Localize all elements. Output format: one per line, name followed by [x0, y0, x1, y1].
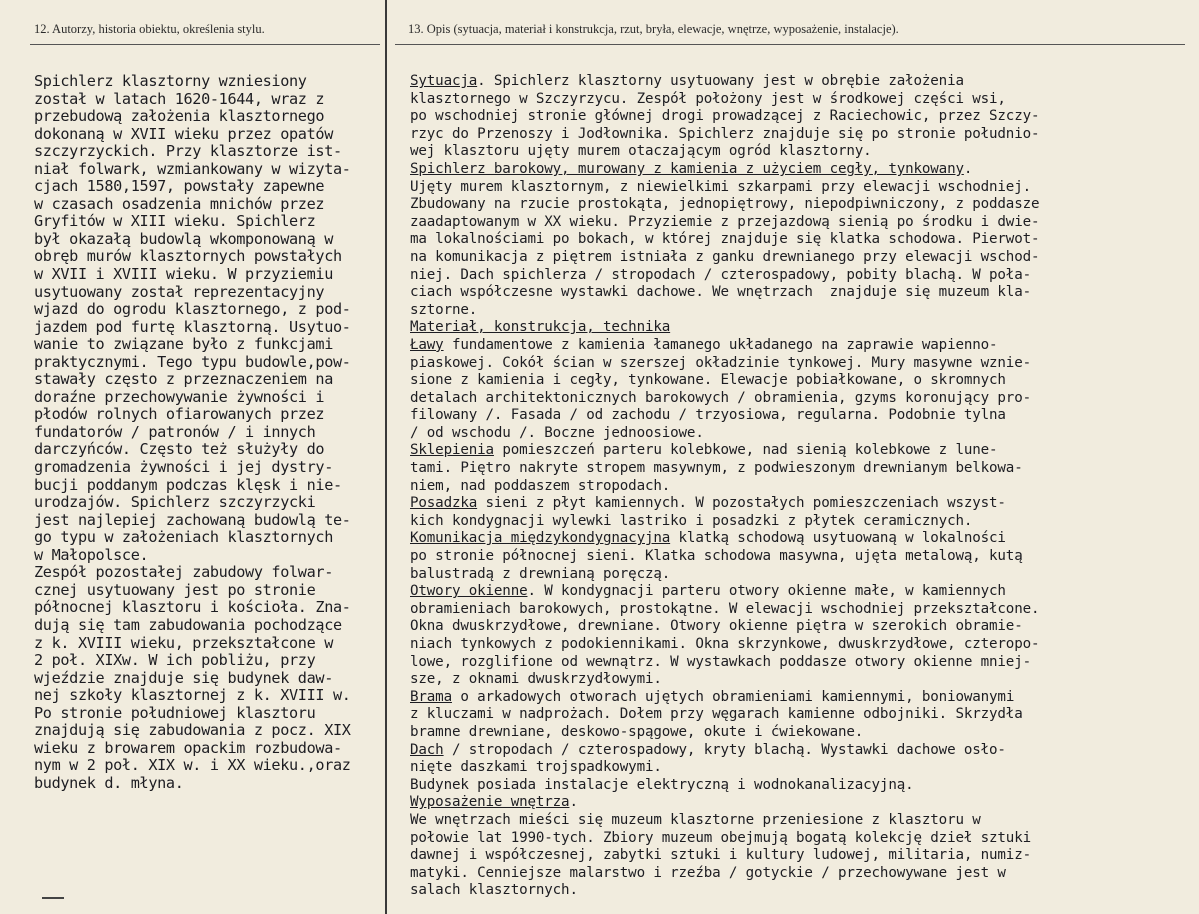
line-text: . — [569, 794, 578, 811]
text-line: w Małopolsce. — [34, 545, 149, 564]
section-subheading: Sytuacja — [410, 73, 478, 89]
line-text: filowany /. Fasada / od zachodu / trzyosiowa, regularna. Podobnie tylna — [410, 407, 1006, 424]
text-line: północnej klasztoru i kościoła. Zna- — [34, 598, 351, 617]
line-text: zaadaptowanym w XX wieku. Przyziemie z przejazdową sienią po środku i dwie- — [410, 213, 1040, 230]
line-text: niach tynkowych z podokiennikami. Okna skrzynkowe, dwuskrzydłowe, czteropo- — [410, 636, 1040, 652]
text-line — [410, 91, 1039, 109]
text-line: bucji poddanym podczas klęsk i nie- — [34, 475, 342, 494]
text-line: nym w 2 poł. XIX w. i XX wieku.,oraz — [34, 756, 351, 775]
section-subheading: Sklepienia — [410, 442, 494, 459]
text-line: znajdują się zabudowania z pocz. XIX — [34, 721, 351, 740]
text-line: Spichlerz klasztorny wzniesiony — [34, 72, 307, 90]
text-line: przebudową założenia klasztornego — [34, 107, 325, 126]
text-line — [410, 636, 1039, 654]
history-text-column — [34, 73, 351, 792]
text-line: w XVII i XVIII wieku. W przyziemiu — [34, 265, 333, 284]
text-line: jazdem pod furtę klasztorną. Usytuo- — [34, 317, 351, 336]
text-line: w czasach osadzenia mnichów przez — [34, 194, 325, 213]
column-divider — [385, 0, 387, 914]
text-line — [410, 882, 1039, 900]
line-text: / stropodach / czterospadowy, kryty blachą. Wystawki dachowe osło- — [443, 741, 1006, 758]
text-line — [410, 847, 1039, 865]
text-line — [410, 372, 1039, 390]
section-12-heading: 12. Autorzy, historia obiektu, określenia stylu. — [34, 22, 265, 36]
text-line: cjach 1580,1597, powstały zapewne — [34, 177, 325, 196]
footer-dash — [42, 897, 64, 899]
line-text: niem, nad poddaszem stropodach. — [410, 477, 671, 494]
text-line — [410, 161, 1039, 179]
text-line — [410, 671, 1039, 689]
text-line — [410, 742, 1039, 760]
line-text: sieni z płyt kamiennych. W pozostałych pomieszczeniach wszyst- — [477, 495, 1006, 512]
text-line: wjazd do ogrodu klasztornego, z pod- — [34, 300, 351, 319]
line-text: Okna dwuskrzydłowe, drewniane. Otwory okienne piętra w szerokich obramie- — [410, 618, 1023, 635]
line-text: salach klasztornych. — [410, 882, 578, 899]
text-line — [410, 495, 1039, 513]
line-text: klatką schodową usytuowaną w lokalności — [670, 530, 1006, 547]
text-line — [410, 319, 1039, 337]
line-text: rzyc do Przenoszy i Jodłownika. Spichlerz znajduje się po stronie południo- — [410, 125, 1040, 142]
description-text-column — [410, 73, 1039, 900]
text-line — [410, 179, 1039, 197]
text-line: dują się tam zabudowania pochodzące — [34, 615, 342, 634]
text-line: niał folwark, wzmiankowany w wizyta- — [34, 159, 351, 178]
text-line — [410, 583, 1039, 601]
text-line — [410, 812, 1039, 830]
line-text: bramne drewniane, deskowo-spągowe, okute i ćwiekowane. — [410, 723, 864, 740]
line-text: tami. Piętro nakryte stropem masywnym, z podwieszonym drewnianym belkowa- — [410, 460, 1023, 477]
text-line — [410, 706, 1039, 724]
text-line: 2 poł. XIXw. W ich pobliżu, przy — [34, 651, 316, 670]
text-line — [410, 478, 1039, 496]
line-text: / od wschodu /. Boczne jednoosiowe. — [410, 424, 704, 441]
text-line: doraźne przechowywanie żywności i — [34, 387, 325, 406]
line-text: połowie lat 1990-tych. Zbiory muzeum obejmują bogatą kolekcję dzieł sztuki — [410, 829, 1031, 846]
text-line: jest najlepiej zachowaną budowlą te- — [34, 510, 351, 529]
text-line: wieku z browarem opackim rozbudowa- — [34, 738, 342, 757]
text-line — [410, 654, 1039, 672]
text-line: płodów rolnych ofiarowanych przez — [34, 405, 325, 424]
line-text: o arkadowych otworach ujętych obramieniami kamiennymi, boniowanymi — [451, 688, 1015, 705]
line-text: nięte daszkami trojspadkowymi. — [410, 759, 662, 776]
text-line — [410, 618, 1039, 636]
text-line — [410, 566, 1039, 584]
header-rule-right — [395, 44, 1185, 45]
text-line: budynek d. młyna. — [34, 773, 184, 792]
line-text: z kluczami w nadprożach. Dołem przy węgarach kamienne odbojniki. Skrzydła — [410, 706, 1023, 723]
section-13-heading: 13. Opis (sytuacja, materiał i konstrukcja, rzut, bryła, elewacje, wnętrze, wyposażenie, instalacje). — [408, 22, 899, 36]
line-text: We wnętrzach mieści się muzeum klasztorne przeniesione z klasztoru w — [410, 811, 981, 828]
text-line — [410, 689, 1039, 707]
line-text: niej. Dach spichlerza / stropodach / czterospadowy, pobity blachą. W poła- — [410, 266, 1031, 283]
line-text: sze, z oknami dwuskrzydłowymi. — [410, 671, 662, 688]
text-line — [410, 513, 1039, 531]
text-line — [410, 355, 1039, 373]
line-text: po wschodniej stronie głównej drogi prowadzącej z Raciechowic, przez Szczy- — [410, 108, 1040, 125]
line-text: ma lokalnościami po bokach, w której znajduje się klatka schodowa. Pierwot- — [410, 231, 1040, 248]
section-subheading: Posadzka — [410, 495, 478, 512]
section-subheading: Spichlerz barokowy, murowany z kamienia z użyciem cegły, tynkowany — [410, 160, 964, 177]
text-line — [410, 126, 1039, 144]
line-text: Zbudowany na rzucie prostokąta, jednopiętrowy, niepodpiwniczony, z poddasze — [410, 196, 1040, 213]
text-line — [410, 759, 1039, 777]
section-subheading: Komunikacja międzykondygnacyjna — [410, 530, 671, 547]
text-line — [410, 143, 1039, 161]
text-line — [410, 302, 1039, 320]
text-line: cznej usytuowany jest po stronie — [34, 580, 316, 599]
line-text: na komunikacja z piętrem istniała z ganku drewnianego przy elewacji wschod- — [410, 248, 1040, 265]
line-text: matyki. Cenniejsze malarstwo i rzeźba / gotyckie / przechowywane jest w — [410, 864, 1006, 881]
line-text: fundamentowe z kamienia łamanego układanego na zaprawie wapienno- — [443, 336, 998, 353]
text-line — [410, 865, 1039, 883]
text-line: był okazałą budowlą wkomponowaną w — [34, 229, 333, 248]
section-subheading: Ławy — [410, 336, 444, 353]
text-line: Zespół pozostałej zabudowy folwar- — [34, 563, 333, 582]
text-line: praktycznymi. Tego typu budowle,pow- — [34, 352, 351, 371]
line-text: wej klasztoru ujęty murem otaczającym ogród klasztorny. — [410, 143, 872, 160]
text-line — [410, 794, 1039, 812]
text-line: wjeździe znajduje się budynek daw- — [34, 668, 333, 687]
text-line — [410, 390, 1039, 408]
section-subheading: Wyposażenie wnętrza — [410, 794, 570, 811]
text-line: dokonaną w XVII wieku przez opatów — [34, 124, 333, 143]
line-text: ciach współczesne wystawki dachowe. We wnętrzach znajduje się muzeum kla- — [410, 284, 1031, 301]
text-line — [410, 425, 1039, 443]
line-text: balustradą z drewnianą poręczą. — [410, 565, 671, 582]
line-text: pomieszczeń parteru kolebkowe, nad sienią kolebkowe z lune- — [493, 442, 998, 459]
text-line — [410, 73, 1039, 91]
section-subheading: Otwory okienne — [410, 583, 528, 600]
text-line — [410, 196, 1039, 214]
line-text: piaskowej. Cokół ścian w szerszej okładzinie tynkowej. Mury masywne wznie- — [410, 354, 1031, 371]
line-text: klasztornego w Szczyrzycu. Zespół położony jest w środkowej części wsi, — [410, 90, 1006, 107]
text-line — [410, 777, 1039, 795]
line-text: Ujęty murem klasztornym, z niewielkimi szkarpami przy elewacji wschodniej. — [410, 178, 1031, 195]
line-text: sztorne. — [410, 301, 478, 318]
text-line — [410, 407, 1039, 425]
text-line: usytuowany został reprezentacyjny — [34, 282, 325, 301]
text-line — [410, 530, 1039, 548]
text-line — [410, 231, 1039, 249]
text-line — [410, 460, 1039, 478]
line-text: kich kondygnacji wylewki lastriko i posadzki z płytek ceramicznych. — [410, 512, 973, 529]
line-text: dawnej i współczesnej, zabytki sztuki i kultury ludowej, militaria, numiz- — [410, 847, 1031, 864]
text-line: nej szkoły klasztornej z k. XVIII w. — [34, 686, 351, 705]
text-line — [410, 214, 1039, 232]
section-subheading: Materiał, konstrukcja, technika — [410, 319, 671, 336]
header-rule-left — [30, 44, 380, 45]
text-line: stawały często z przeznaczeniem na — [34, 370, 333, 389]
text-line: urodzajów. Spichlerz szczyrzycki — [34, 493, 316, 512]
text-line: obręb murów klasztornych powstałych — [34, 247, 342, 266]
text-line: szczyrzyckich. Przy klasztorze ist- — [34, 142, 342, 161]
line-text: Budynek posiada instalacje elektryczną i wodnokanalizacyjną. — [410, 776, 914, 793]
line-text: detalach architektonicznych barokowych / obramienia, gzyms koronujący pro- — [410, 389, 1031, 406]
text-line — [410, 601, 1039, 619]
text-line: darczyńców. Często też służyły do — [34, 440, 325, 459]
text-line: wanie to związane było z funkcjami — [34, 335, 333, 354]
text-line: fundatorów / patronów / i innych — [34, 422, 316, 441]
text-line: został w latach 1620-1644, wraz z — [34, 89, 325, 108]
text-line: Gryfitów w XIII wieku. Spichlerz — [34, 212, 316, 231]
text-line — [410, 337, 1039, 355]
line-text: . Spichlerz klasztorny usytuowany jest w obrębie założenia — [477, 73, 964, 89]
text-line: gromadzenia żywności i jej dystry- — [34, 458, 333, 477]
text-line — [410, 830, 1039, 848]
text-line — [410, 249, 1039, 267]
text-line — [410, 442, 1039, 460]
line-text: obramieniach barokowych, prostokątne. W elewacji wschodniej przekształcone. — [410, 600, 1040, 617]
line-text: . — [963, 160, 973, 177]
line-text: . W kondygnacji parteru otwory okienne małe, w kamiennych — [527, 583, 1006, 600]
text-line — [410, 108, 1039, 126]
line-text: sione z kamienia i cegły, tynkowane. Elewacje pobiałkowane, o skromnych — [410, 372, 1006, 389]
text-line: z k. XVIII wieku, przekształcone w — [34, 633, 333, 652]
line-text: lowe, rozglifione od wewnątrz. W wystawkach poddasze otwory okienne mniej- — [410, 653, 1031, 670]
text-line — [410, 548, 1039, 566]
text-line — [410, 267, 1039, 285]
section-subheading: Brama — [410, 688, 452, 705]
text-line — [410, 724, 1039, 742]
text-line — [410, 284, 1039, 302]
section-subheading: Dach — [410, 741, 444, 758]
line-text: po stronie północnej sieni. Klatka schodowa masywna, ujęta metalową, kutą — [410, 548, 1023, 565]
text-line: go typu w założeniach klasztornych — [34, 528, 333, 547]
text-line: Po stronie południowej klasztoru — [34, 703, 316, 722]
